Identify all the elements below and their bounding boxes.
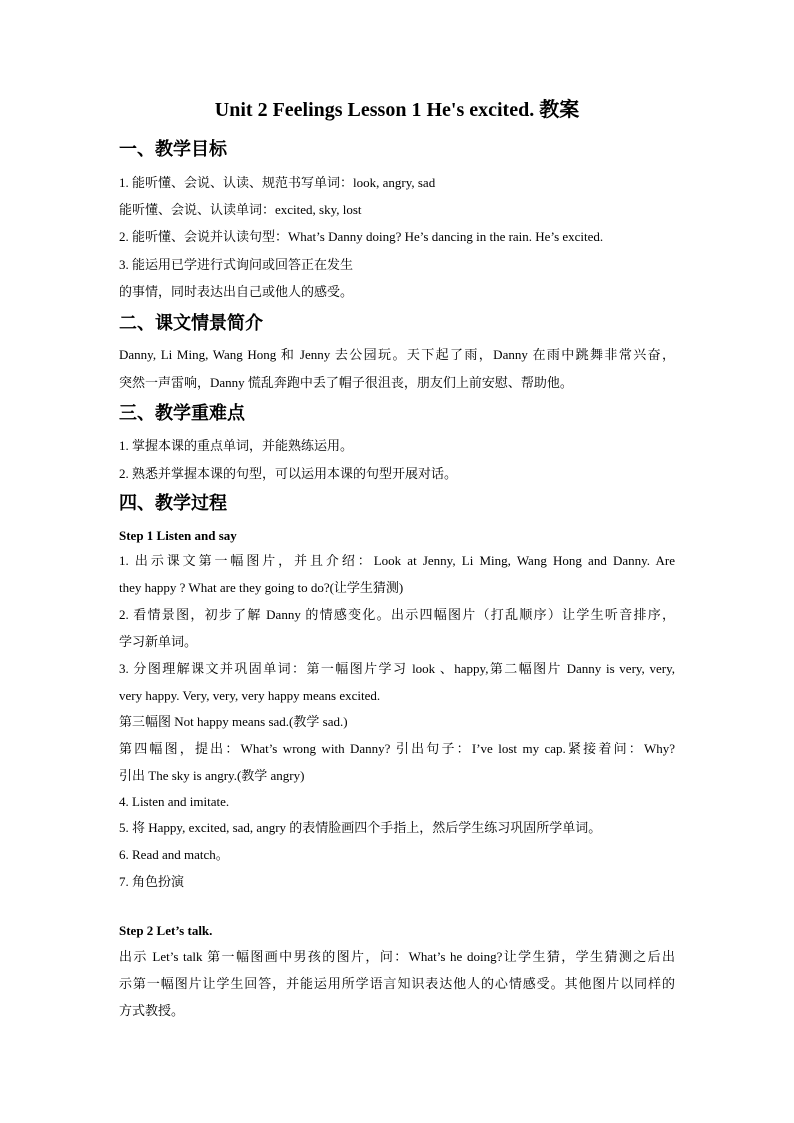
document-title: Unit 2 Feelings Lesson 1 He's excited. 教案 (214, 99, 580, 121)
scenario-line-1: Danny, Li Ming, Wang Hong 和 Jenny 去公园玩。天下起了雨，Danny 在雨中跳舞非常兴奋， (119, 347, 675, 362)
step1-line-11: 5. 将 Happy, excited, sad, angry 的表情脸画四个手指上，然后学生练习巩固所学单词。 (119, 820, 602, 835)
step2-line-1: 出示 Let’s talk 第一幅图画中男孩的图片，问：What’s he doing?让学生猜，学生猜测之后出 (119, 949, 675, 964)
step2-line-2: 示第一幅图片让学生回答，并能运用所学语言知识表达他人的心情感受。其他图片以同样的 (119, 976, 675, 991)
step1-line-9: 引出 The sky is angry.(教学 angry) (119, 768, 305, 783)
objectives-line-4: 3. 能运用已学进行式询问或回答正在发生 (119, 257, 354, 272)
objectives-line-3: 2. 能听懂、会说并认读句型：What’s Danny doing? He’s dancing in the rain. He’s excited. (119, 229, 604, 244)
step2-line-3: 方式教授。 (119, 1003, 185, 1018)
step1-line-10: 4. Listen and imitate. (119, 794, 230, 809)
step1-line-3: 2. 看情景图，初步了解 Danny 的情感变化。出示四幅图片（打乱顺序）让学生听音排序， (119, 607, 675, 622)
objectives-heading: 一、教学目标 (119, 139, 227, 160)
step1-line-1: 1. 出示课文第一幅图片，并且介绍：Look at Jenny, Li Ming, Wang Hong and Danny. Are (119, 553, 675, 568)
objectives-line-2: 能听懂、会说、认读单词：excited, sky, lost (119, 202, 362, 217)
scenario-line-2: 突然一声雷响，Danny 慌乱奔跑中丢了帽子很沮丧，朋友们上前安慰、帮助他。 (119, 375, 573, 390)
key-points-line-1: 1. 掌握本课的重点单词，并能熟练运用。 (119, 438, 354, 453)
step1-line-13: 7. 角色扮演 (119, 874, 185, 889)
key-points-line-2: 2. 熟悉并掌握本课的句型，可以运用本课的句型开展对话。 (119, 466, 458, 481)
objectives-line-1: 1. 能听懂、会说、认读、规范书写单词：look, angry, sad (119, 175, 436, 190)
step1-line-4: 学习新单词。 (119, 634, 198, 649)
step1-line-7: 第三幅图 Not happy means sad.(教学 sad.) (119, 714, 348, 729)
step1-line-12: 6. Read and match。 (119, 847, 229, 862)
step1-line-2: they happy ? What are they going to do?(让学生猜测) (119, 580, 404, 595)
process-heading: 四、教学过程 (119, 493, 227, 514)
step1-line-6: very happy. Very, very, very happy means excited. (119, 688, 381, 703)
step1-line-8: 第四幅图，提出：What’s wrong with Danny? 引出句子：I’ve lost my cap.紧接着问：Why? (119, 741, 675, 756)
step1-line-5: 3. 分图理解课文并巩固单词：第一幅图片学习 look 、happy,第二幅图片 Danny is very, very, (119, 661, 675, 676)
objectives-line-5: 的事情，同时表达出自己或他人的感受。 (119, 284, 354, 299)
step1-heading: Step 1 Listen and say (119, 528, 237, 543)
step2-heading: Step 2 Let’s talk. (119, 923, 213, 938)
key-points-heading: 三、教学重难点 (119, 403, 245, 424)
scenario-heading: 二、课文情景简介 (119, 313, 263, 334)
